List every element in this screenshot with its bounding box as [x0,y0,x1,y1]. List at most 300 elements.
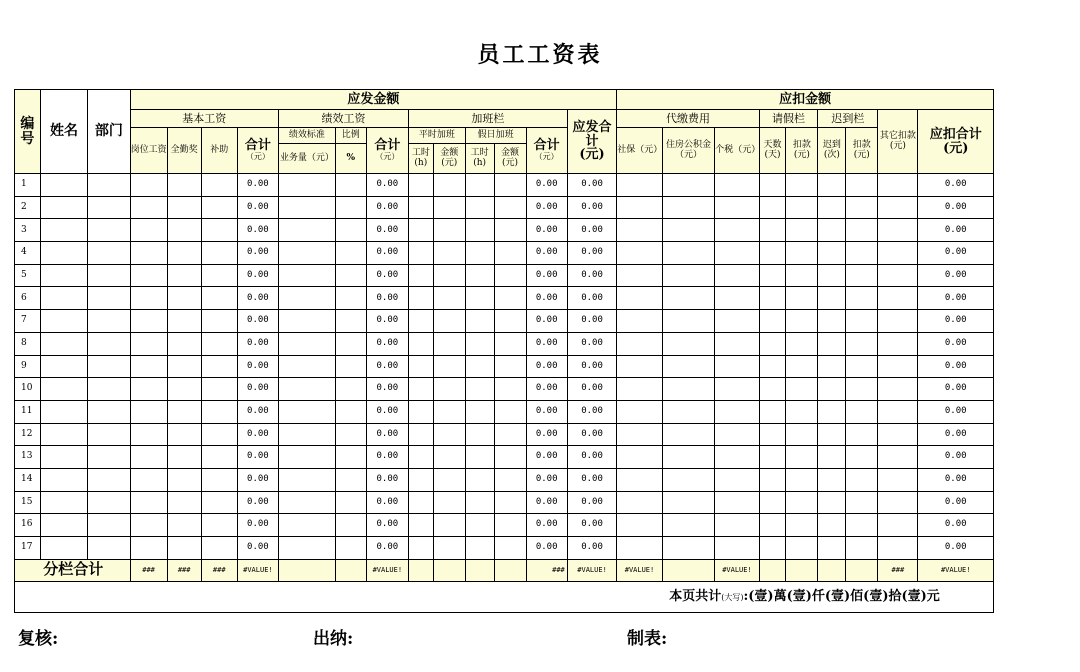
cell-name[interactable] [40,310,87,333]
cell-perf-subtotal[interactable]: 0.00 [366,355,408,378]
cell-ratio[interactable] [335,310,366,333]
cell-leave-days[interactable] [759,423,786,446]
cell-attendance-bonus[interactable] [167,355,201,378]
cell-ratio[interactable] [335,491,366,514]
cell-holiday-amount[interactable] [494,219,526,242]
cell-income-tax[interactable] [715,287,759,310]
cell-holiday-amount[interactable] [494,332,526,355]
cell-late-times[interactable] [818,537,846,560]
cell-deduct-total[interactable]: 0.00 [918,355,994,378]
cell-dept[interactable] [88,378,130,401]
cell-allowance[interactable] [201,491,237,514]
cell-weekday-amount[interactable] [433,310,465,333]
cell-income-tax[interactable] [715,332,759,355]
cell-deduct-total[interactable]: 0.00 [918,514,994,537]
cell-social-security[interactable] [617,264,662,287]
cell-housing-fund[interactable] [662,446,715,469]
cell-attendance-bonus[interactable] [167,491,201,514]
cell-late-deduction[interactable] [846,491,878,514]
cell-late-times[interactable] [818,446,846,469]
cell-late-times[interactable] [818,355,846,378]
cell-attendance-bonus[interactable] [167,264,201,287]
cell-ot-subtotal[interactable]: 0.00 [526,446,567,469]
cell-weekday-amount[interactable] [433,219,465,242]
cell-other-deduction[interactable] [878,264,918,287]
row-number[interactable]: 10 [15,378,41,401]
cell-business-volume[interactable] [279,174,336,197]
cell-attendance-bonus[interactable] [167,537,201,560]
cell-other-deduction[interactable] [878,287,918,310]
cell-housing-fund[interactable] [662,332,715,355]
cell-income-tax[interactable] [715,378,759,401]
cell-gross-total[interactable]: 0.00 [567,537,617,560]
cell-holiday-hours[interactable] [465,491,494,514]
cell-holiday-amount[interactable] [494,196,526,219]
cell-income-tax[interactable] [715,468,759,491]
cell-leave-days[interactable] [759,537,786,560]
cell-late-deduction[interactable] [846,219,878,242]
cell-holiday-hours[interactable] [465,423,494,446]
cell-holiday-amount[interactable] [494,378,526,401]
cell-dept[interactable] [88,242,130,265]
cell-weekday-hours[interactable] [408,242,433,265]
cell-holiday-hours[interactable] [465,355,494,378]
cell-allowance[interactable] [201,332,237,355]
cell-name[interactable] [40,355,87,378]
cell-weekday-amount[interactable] [433,514,465,537]
cell-ratio[interactable] [335,242,366,265]
cell-other-deduction[interactable] [878,355,918,378]
cell-income-tax[interactable] [715,174,759,197]
cell-leave-days[interactable] [759,287,786,310]
cell-dept[interactable] [88,310,130,333]
cell-ratio[interactable] [335,174,366,197]
cell-other-deduction[interactable] [878,491,918,514]
cell-ot-subtotal[interactable]: 0.00 [526,219,567,242]
cell-late-deduction[interactable] [846,242,878,265]
row-number[interactable]: 7 [15,310,41,333]
cell-late-deduction[interactable] [846,468,878,491]
cell-holiday-hours[interactable] [465,514,494,537]
cell-basic-subtotal[interactable]: 0.00 [237,332,278,355]
cell-allowance[interactable] [201,355,237,378]
cell-gross-total[interactable]: 0.00 [567,423,617,446]
cell-weekday-amount[interactable] [433,264,465,287]
cell-position-salary[interactable] [130,468,167,491]
cell-basic-subtotal[interactable]: 0.00 [237,264,278,287]
cell-holiday-amount[interactable] [494,355,526,378]
cell-weekday-hours[interactable] [408,378,433,401]
cell-leave-deduction[interactable] [786,514,818,537]
cell-deduct-total[interactable]: 0.00 [918,219,994,242]
cell-attendance-bonus[interactable] [167,514,201,537]
cell-income-tax[interactable] [715,310,759,333]
cell-other-deduction[interactable] [878,400,918,423]
cell-income-tax[interactable] [715,196,759,219]
cell-basic-subtotal[interactable]: 0.00 [237,355,278,378]
cell-income-tax[interactable] [715,423,759,446]
cell-attendance-bonus[interactable] [167,219,201,242]
cell-allowance[interactable] [201,400,237,423]
cell-basic-subtotal[interactable]: 0.00 [237,491,278,514]
cell-gross-total[interactable]: 0.00 [567,514,617,537]
cell-weekday-hours[interactable] [408,423,433,446]
row-number[interactable]: 5 [15,264,41,287]
cell-leave-deduction[interactable] [786,332,818,355]
cell-ratio[interactable] [335,332,366,355]
cell-business-volume[interactable] [279,287,336,310]
cell-ratio[interactable] [335,219,366,242]
cell-basic-subtotal[interactable]: 0.00 [237,310,278,333]
cell-income-tax[interactable] [715,400,759,423]
cell-late-times[interactable] [818,491,846,514]
cell-ratio[interactable] [335,287,366,310]
cell-attendance-bonus[interactable] [167,446,201,469]
cell-attendance-bonus[interactable] [167,310,201,333]
cell-gross-total[interactable]: 0.00 [567,332,617,355]
cell-income-tax[interactable] [715,242,759,265]
cell-perf-subtotal[interactable]: 0.00 [366,219,408,242]
cell-business-volume[interactable] [279,491,336,514]
cell-ot-subtotal[interactable]: 0.00 [526,310,567,333]
cell-deduct-total[interactable]: 0.00 [918,491,994,514]
cell-perf-subtotal[interactable]: 0.00 [366,446,408,469]
cell-allowance[interactable] [201,423,237,446]
cell-late-times[interactable] [818,242,846,265]
cell-position-salary[interactable] [130,174,167,197]
cell-name[interactable] [40,287,87,310]
cell-weekday-hours[interactable] [408,491,433,514]
cell-housing-fund[interactable] [662,355,715,378]
cell-late-deduction[interactable] [846,400,878,423]
cell-weekday-hours[interactable] [408,537,433,560]
cell-other-deduction[interactable] [878,310,918,333]
cell-leave-days[interactable] [759,468,786,491]
cell-business-volume[interactable] [279,355,336,378]
cell-perf-subtotal[interactable]: 0.00 [366,287,408,310]
cell-social-security[interactable] [617,332,662,355]
cell-position-salary[interactable] [130,196,167,219]
cell-social-security[interactable] [617,242,662,265]
cell-allowance[interactable] [201,514,237,537]
cell-social-security[interactable] [617,287,662,310]
cell-allowance[interactable] [201,264,237,287]
cell-ot-subtotal[interactable]: 0.00 [526,423,567,446]
cell-deduct-total[interactable]: 0.00 [918,400,994,423]
cell-social-security[interactable] [617,446,662,469]
cell-gross-total[interactable]: 0.00 [567,310,617,333]
cell-late-deduction[interactable] [846,378,878,401]
cell-income-tax[interactable] [715,514,759,537]
cell-housing-fund[interactable] [662,219,715,242]
cell-leave-days[interactable] [759,491,786,514]
cell-weekday-amount[interactable] [433,196,465,219]
cell-weekday-amount[interactable] [433,446,465,469]
cell-other-deduction[interactable] [878,537,918,560]
cell-leave-deduction[interactable] [786,219,818,242]
cell-basic-subtotal[interactable]: 0.00 [237,423,278,446]
cell-allowance[interactable] [201,174,237,197]
cell-late-times[interactable] [818,310,846,333]
cell-ot-subtotal[interactable]: 0.00 [526,378,567,401]
cell-position-salary[interactable] [130,264,167,287]
cell-holiday-hours[interactable] [465,287,494,310]
cell-deduct-total[interactable]: 0.00 [918,423,994,446]
cell-ratio[interactable] [335,378,366,401]
cell-deduct-total[interactable]: 0.00 [918,332,994,355]
cell-holiday-amount[interactable] [494,537,526,560]
cell-late-deduction[interactable] [846,514,878,537]
cell-holiday-amount[interactable] [494,174,526,197]
cell-late-deduction[interactable] [846,355,878,378]
cell-holiday-amount[interactable] [494,491,526,514]
cell-name[interactable] [40,491,87,514]
cell-gross-total[interactable]: 0.00 [567,242,617,265]
cell-late-deduction[interactable] [846,446,878,469]
row-number[interactable]: 16 [15,514,41,537]
cell-ratio[interactable] [335,514,366,537]
cell-holiday-amount[interactable] [494,514,526,537]
cell-leave-days[interactable] [759,514,786,537]
cell-attendance-bonus[interactable] [167,196,201,219]
cell-dept[interactable] [88,537,130,560]
cell-income-tax[interactable] [715,264,759,287]
cell-deduct-total[interactable]: 0.00 [918,242,994,265]
cell-leave-deduction[interactable] [786,196,818,219]
cell-social-security[interactable] [617,355,662,378]
cell-leave-deduction[interactable] [786,468,818,491]
row-number[interactable]: 6 [15,287,41,310]
cell-weekday-hours[interactable] [408,310,433,333]
cell-position-salary[interactable] [130,355,167,378]
row-number[interactable]: 4 [15,242,41,265]
cell-perf-subtotal[interactable]: 0.00 [366,174,408,197]
cell-attendance-bonus[interactable] [167,242,201,265]
cell-weekday-amount[interactable] [433,332,465,355]
cell-ot-subtotal[interactable]: 0.00 [526,264,567,287]
cell-basic-subtotal[interactable]: 0.00 [237,378,278,401]
cell-allowance[interactable] [201,537,237,560]
cell-allowance[interactable] [201,446,237,469]
cell-allowance[interactable] [201,242,237,265]
cell-allowance[interactable] [201,310,237,333]
cell-gross-total[interactable]: 0.00 [567,174,617,197]
cell-basic-subtotal[interactable]: 0.00 [237,242,278,265]
cell-attendance-bonus[interactable] [167,287,201,310]
cell-ratio[interactable] [335,537,366,560]
cell-ot-subtotal[interactable]: 0.00 [526,332,567,355]
cell-weekday-amount[interactable] [433,537,465,560]
cell-business-volume[interactable] [279,446,336,469]
cell-late-deduction[interactable] [846,174,878,197]
cell-housing-fund[interactable] [662,174,715,197]
row-number[interactable]: 8 [15,332,41,355]
cell-business-volume[interactable] [279,514,336,537]
cell-weekday-amount[interactable] [433,355,465,378]
cell-other-deduction[interactable] [878,423,918,446]
cell-late-times[interactable] [818,174,846,197]
cell-allowance[interactable] [201,196,237,219]
cell-gross-total[interactable]: 0.00 [567,400,617,423]
cell-late-deduction[interactable] [846,287,878,310]
cell-ot-subtotal[interactable]: 0.00 [526,400,567,423]
cell-position-salary[interactable] [130,514,167,537]
cell-ratio[interactable] [335,468,366,491]
cell-attendance-bonus[interactable] [167,378,201,401]
cell-leave-deduction[interactable] [786,264,818,287]
cell-position-salary[interactable] [130,378,167,401]
cell-business-volume[interactable] [279,310,336,333]
cell-gross-total[interactable]: 0.00 [567,378,617,401]
cell-weekday-amount[interactable] [433,242,465,265]
cell-position-salary[interactable] [130,423,167,446]
cell-gross-total[interactable]: 0.00 [567,196,617,219]
cell-social-security[interactable] [617,423,662,446]
cell-leave-days[interactable] [759,219,786,242]
cell-basic-subtotal[interactable]: 0.00 [237,400,278,423]
cell-holiday-hours[interactable] [465,468,494,491]
cell-deduct-total[interactable]: 0.00 [918,174,994,197]
cell-income-tax[interactable] [715,491,759,514]
cell-late-times[interactable] [818,378,846,401]
cell-housing-fund[interactable] [662,378,715,401]
cell-weekday-amount[interactable] [433,174,465,197]
cell-position-salary[interactable] [130,242,167,265]
cell-business-volume[interactable] [279,468,336,491]
cell-late-times[interactable] [818,219,846,242]
cell-ot-subtotal[interactable]: 0.00 [526,355,567,378]
cell-other-deduction[interactable] [878,196,918,219]
cell-ratio[interactable] [335,400,366,423]
cell-weekday-amount[interactable] [433,491,465,514]
cell-attendance-bonus[interactable] [167,174,201,197]
cell-ratio[interactable] [335,264,366,287]
cell-late-times[interactable] [818,264,846,287]
cell-gross-total[interactable]: 0.00 [567,219,617,242]
cell-income-tax[interactable] [715,446,759,469]
cell-basic-subtotal[interactable]: 0.00 [237,196,278,219]
cell-holiday-amount[interactable] [494,400,526,423]
cell-income-tax[interactable] [715,355,759,378]
cell-weekday-hours[interactable] [408,174,433,197]
cell-housing-fund[interactable] [662,310,715,333]
cell-leave-deduction[interactable] [786,400,818,423]
cell-leave-days[interactable] [759,310,786,333]
cell-dept[interactable] [88,514,130,537]
cell-other-deduction[interactable] [878,242,918,265]
row-number[interactable]: 9 [15,355,41,378]
cell-position-salary[interactable] [130,219,167,242]
cell-position-salary[interactable] [130,310,167,333]
cell-housing-fund[interactable] [662,264,715,287]
cell-dept[interactable] [88,174,130,197]
cell-weekday-hours[interactable] [408,332,433,355]
cell-basic-subtotal[interactable]: 0.00 [237,174,278,197]
cell-ot-subtotal[interactable]: 0.00 [526,468,567,491]
cell-business-volume[interactable] [279,196,336,219]
cell-deduct-total[interactable]: 0.00 [918,196,994,219]
cell-ot-subtotal[interactable]: 0.00 [526,287,567,310]
cell-late-deduction[interactable] [846,310,878,333]
cell-perf-subtotal[interactable]: 0.00 [366,378,408,401]
cell-attendance-bonus[interactable] [167,468,201,491]
cell-late-times[interactable] [818,196,846,219]
cell-gross-total[interactable]: 0.00 [567,355,617,378]
row-number[interactable]: 17 [15,537,41,560]
cell-deduct-total[interactable]: 0.00 [918,537,994,560]
cell-leave-deduction[interactable] [786,423,818,446]
cell-leave-days[interactable] [759,332,786,355]
cell-ratio[interactable] [335,423,366,446]
cell-leave-deduction[interactable] [786,242,818,265]
cell-housing-fund[interactable] [662,196,715,219]
cell-basic-subtotal[interactable]: 0.00 [237,514,278,537]
cell-name[interactable] [40,468,87,491]
cell-ot-subtotal[interactable]: 0.00 [526,242,567,265]
cell-late-deduction[interactable] [846,264,878,287]
cell-perf-subtotal[interactable]: 0.00 [366,332,408,355]
cell-position-salary[interactable] [130,287,167,310]
cell-ratio[interactable] [335,355,366,378]
cell-ratio[interactable] [335,446,366,469]
cell-late-times[interactable] [818,514,846,537]
cell-deduct-total[interactable]: 0.00 [918,378,994,401]
cell-holiday-amount[interactable] [494,468,526,491]
cell-position-salary[interactable] [130,400,167,423]
cell-weekday-amount[interactable] [433,378,465,401]
cell-other-deduction[interactable] [878,219,918,242]
cell-name[interactable] [40,378,87,401]
cell-basic-subtotal[interactable]: 0.00 [237,287,278,310]
row-number[interactable]: 11 [15,400,41,423]
cell-position-salary[interactable] [130,332,167,355]
cell-ot-subtotal[interactable]: 0.00 [526,491,567,514]
cell-leave-deduction[interactable] [786,310,818,333]
cell-gross-total[interactable]: 0.00 [567,287,617,310]
cell-holiday-hours[interactable] [465,174,494,197]
cell-allowance[interactable] [201,287,237,310]
cell-weekday-hours[interactable] [408,287,433,310]
cell-dept[interactable] [88,446,130,469]
cell-name[interactable] [40,242,87,265]
cell-weekday-hours[interactable] [408,514,433,537]
cell-leave-days[interactable] [759,355,786,378]
cell-perf-subtotal[interactable]: 0.00 [366,400,408,423]
cell-name[interactable] [40,332,87,355]
cell-dept[interactable] [88,264,130,287]
cell-housing-fund[interactable] [662,468,715,491]
cell-dept[interactable] [88,332,130,355]
cell-late-deduction[interactable] [846,332,878,355]
cell-deduct-total[interactable]: 0.00 [918,287,994,310]
cell-ot-subtotal[interactable]: 0.00 [526,196,567,219]
cell-housing-fund[interactable] [662,514,715,537]
cell-holiday-amount[interactable] [494,287,526,310]
cell-deduct-total[interactable]: 0.00 [918,468,994,491]
cell-attendance-bonus[interactable] [167,400,201,423]
cell-name[interactable] [40,446,87,469]
cell-deduct-total[interactable]: 0.00 [918,264,994,287]
cell-gross-total[interactable]: 0.00 [567,446,617,469]
cell-other-deduction[interactable] [878,332,918,355]
cell-late-deduction[interactable] [846,196,878,219]
cell-holiday-amount[interactable] [494,310,526,333]
cell-late-times[interactable] [818,400,846,423]
cell-holiday-amount[interactable] [494,242,526,265]
cell-dept[interactable] [88,491,130,514]
cell-deduct-total[interactable]: 0.00 [918,446,994,469]
cell-leave-days[interactable] [759,174,786,197]
